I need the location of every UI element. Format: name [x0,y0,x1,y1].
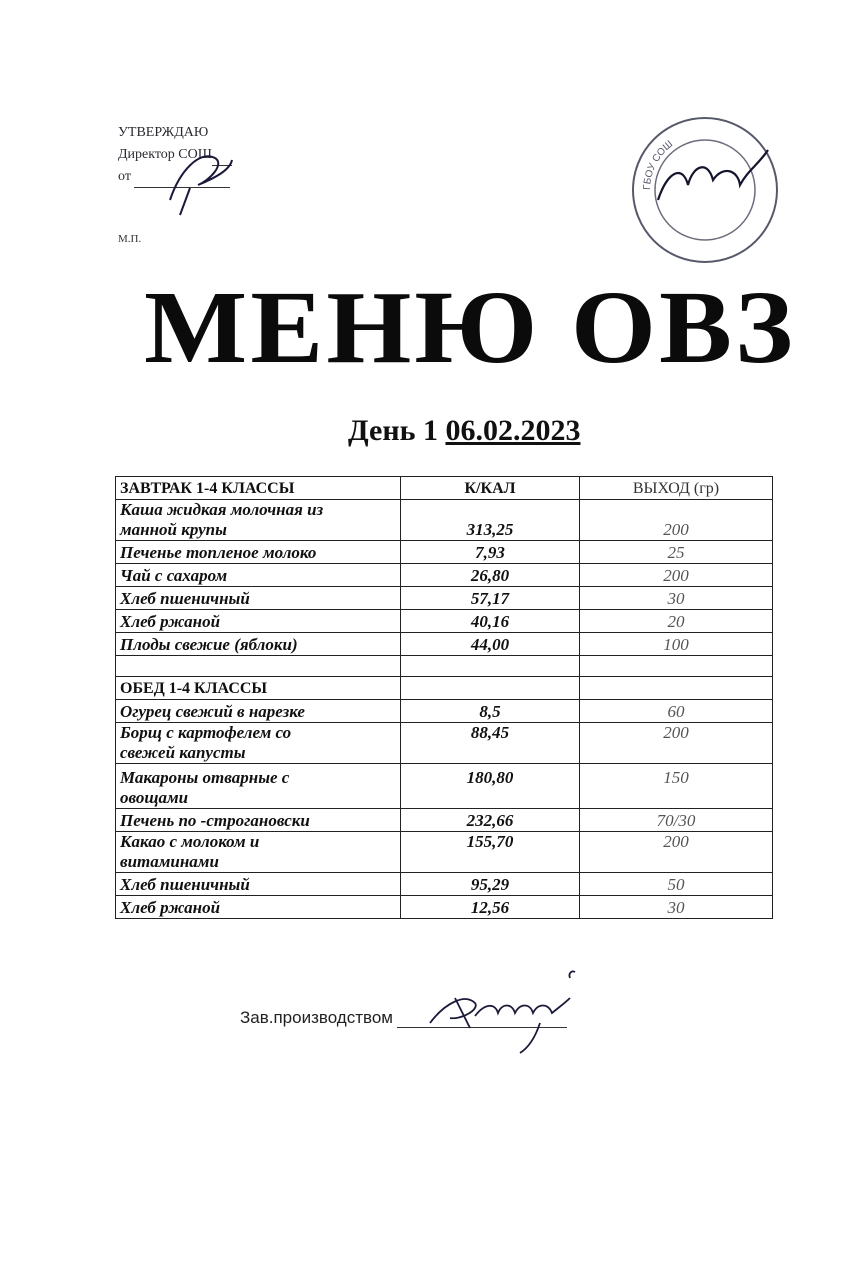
dish-output: 25 [580,541,773,564]
dish-kcal: 313,25 [401,500,580,541]
stamp-text: ГБОУ СОШ [641,138,676,191]
table-row [116,764,773,809]
dish-kcal: 7,93 [401,541,580,564]
dish-output: 50 [580,873,773,896]
dish-output: 100 [580,633,773,656]
dish-kcal: 180,80 [401,764,580,809]
dish-output: 20 [580,610,773,633]
dish-kcal: 12,56 [401,896,580,919]
dish-kcal: 232,66 [401,809,580,832]
day-date: 06.02.2023 [445,414,581,447]
table-row [116,541,773,564]
dish-name: Огурец свежий в нарезке [116,700,401,723]
manager-signature [420,968,590,1058]
dish-kcal: 88,45 [401,723,580,764]
dish-kcal: 26,80 [401,564,580,587]
approval-position: Директор СОШ [118,147,212,162]
header-kcal: К/КАЛ [401,477,580,500]
table-row [116,633,773,656]
director-signature [160,140,250,220]
dish-name: Борщ с картофелем со свежей капусты [116,723,401,764]
table-row [116,564,773,587]
table-spacer-row [116,656,773,677]
dish-output: 30 [580,896,773,919]
day-heading [348,414,580,448]
dish-kcal: 155,70 [401,832,580,873]
dish-name: Печень по -строгановски [116,809,401,832]
table-row [116,700,773,723]
dish-name: Хлеб ржаной [116,610,401,633]
dish-output: 200 [580,500,773,541]
dish-kcal: 40,16 [401,610,580,633]
table-header-row [116,477,773,500]
dish-name: Плоды свежие (яблоки) [116,633,401,656]
table-row [116,832,773,873]
page-title: МЕНЮ ОВЗ [144,270,796,385]
dish-kcal: 57,17 [401,587,580,610]
table-row [116,610,773,633]
dish-name: Хлеб пшеничный [116,873,401,896]
footer-label: Зав.производством [240,1008,393,1027]
dish-name: Какао с молоком и витаминами [116,832,401,873]
dish-output: 200 [580,723,773,764]
table-row [116,587,773,610]
table-row [116,873,773,896]
table-row [116,896,773,919]
table-row [116,809,773,832]
dish-output: 200 [580,832,773,873]
dish-kcal: 95,29 [401,873,580,896]
dish-output: 60 [580,700,773,723]
header-breakfast: ЗАВТРАК 1-4 КЛАССЫ [116,477,401,500]
dish-kcal: 8,5 [401,700,580,723]
dish-kcal: 44,00 [401,633,580,656]
dish-output: 70/30 [580,809,773,832]
approval-from: от [118,169,131,184]
header-output: ВЫХОД (гр) [580,477,773,500]
dish-name: Каша жидкая молочная из манной крупы [116,500,401,541]
dish-output: 150 [580,764,773,809]
dish-name: Хлеб ржаной [116,896,401,919]
lunch-header-row [116,677,773,700]
seal-place-label: М.П. [118,233,142,245]
approval-label: УТВЕРЖДАЮ [118,125,209,140]
dish-name: Хлеб пшеничный [116,587,401,610]
day-label: День 1 [348,414,438,447]
dish-output: 200 [580,564,773,587]
header-lunch: ОБЕД 1-4 КЛАССЫ [116,677,401,700]
table-row [116,723,773,764]
dish-name: Макароны отварные с овощами [116,764,401,809]
dish-name: Чай с сахаром [116,564,401,587]
dish-output: 30 [580,587,773,610]
table-row [116,500,773,541]
official-stamp [628,110,783,270]
menu-table [115,476,773,919]
dish-name: Печенье топленое молоко [116,541,401,564]
